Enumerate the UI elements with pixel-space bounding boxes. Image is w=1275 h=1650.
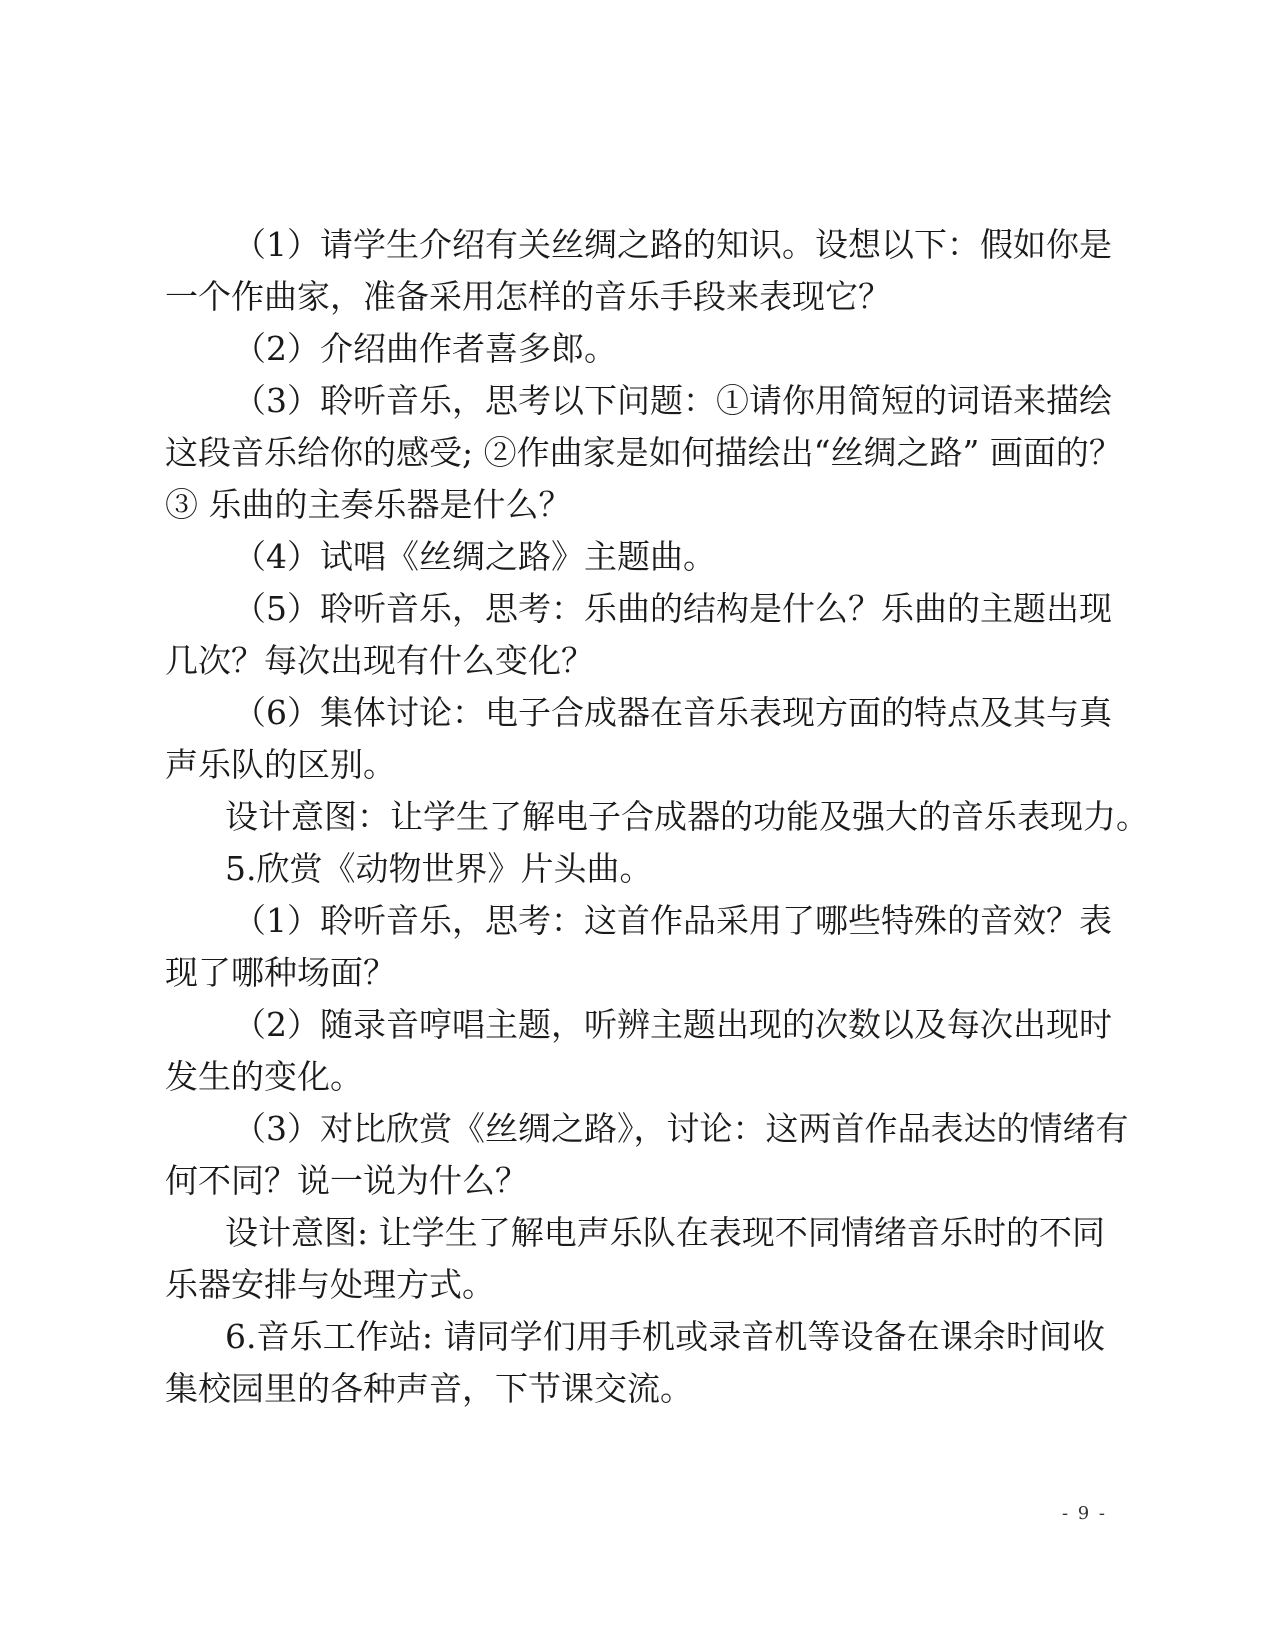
design-intent-line: 设计意图：让学生了解电子合成器的功能及强大的音乐表现力。 xyxy=(225,797,1149,836)
paragraph-line: （1）请学生介绍有关丝绸之路的知识。设想以下：假如你是 xyxy=(233,225,1112,264)
paragraph-line: 这段音乐给你的感受; ②作曲家是如何描绘出“丝绸之路” 画面的？ xyxy=(165,433,1122,472)
paragraph-line: 何不同？说一说为什么？ xyxy=(165,1161,528,1200)
page-number: - 9 - xyxy=(1061,1503,1107,1524)
paragraph-line: （2）介绍曲作者喜多郎。 xyxy=(233,329,617,368)
paragraph-line: 现了哪种场面？ xyxy=(165,953,396,992)
document-body xyxy=(165,219,1149,1415)
paragraph-line: 集校园里的各种声音，下节课交流。 xyxy=(165,1369,693,1408)
paragraph-line: 几次？每次出现有什么变化？ xyxy=(165,641,594,680)
paragraph-line: 一个作曲家，准备采用怎样的音乐手段来表现它？ xyxy=(165,277,891,316)
paragraph-line: 声乐队的区别。 xyxy=(165,745,396,784)
paragraph-line: （1）聆听音乐，思考：这首作品采用了哪些特殊的音效？表 xyxy=(233,901,1112,940)
section-heading: 5.欣赏《动物世界》片头曲。 xyxy=(225,849,653,888)
paragraph-line: （3）对比欣赏《丝绸之路》，讨论：这两首作品表达的情绪有 xyxy=(233,1109,1129,1148)
paragraph-line: （4）试唱《丝绸之路》主题曲。 xyxy=(233,537,716,576)
paragraph-line: 发生的变化。 xyxy=(165,1057,363,1096)
design-intent-line: 设计意图: 让学生了解电声乐队在表现不同情绪音乐时的不同 xyxy=(225,1213,1105,1252)
section-heading: 6.音乐工作站: 请同学们用手机或录音机等设备在课余时间收 xyxy=(225,1317,1105,1356)
paragraph-line: （5）聆听音乐，思考：乐曲的结构是什么？乐曲的主题出现 xyxy=(233,589,1112,628)
paragraph-line: （3）聆听音乐，思考以下问题：①请你用简短的词语来描绘 xyxy=(233,381,1112,420)
paragraph-line: 乐器安排与处理方式。 xyxy=(165,1265,495,1304)
paragraph-line: （6）集体讨论：电子合成器在音乐表现方面的特点及其与真 xyxy=(233,693,1112,732)
paragraph-line: （2）随录音哼唱主题，听辨主题出现的次数以及每次出现时 xyxy=(233,1005,1112,1044)
paragraph-line: ③ 乐曲的主奏乐器是什么？ xyxy=(165,485,572,524)
